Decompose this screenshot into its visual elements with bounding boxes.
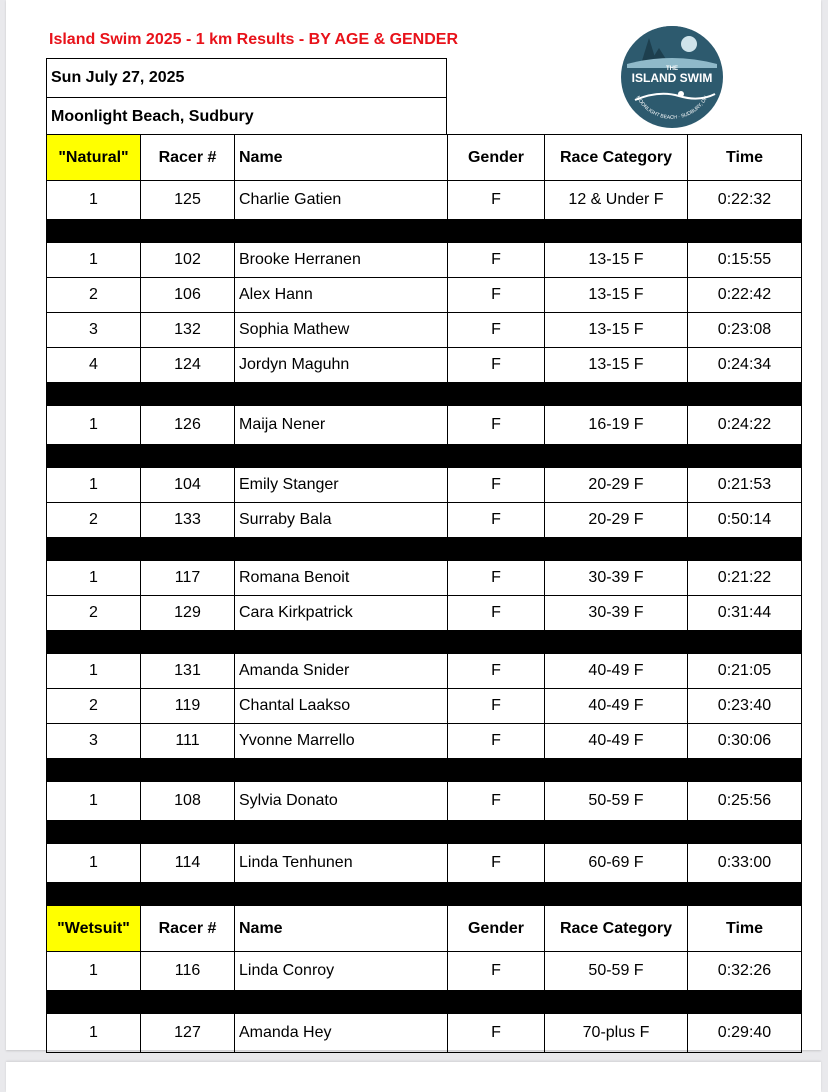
group-separator — [47, 220, 802, 243]
cell-racer: 111 — [141, 724, 235, 759]
cell-racer: 129 — [141, 596, 235, 631]
cell-place: 2 — [47, 278, 141, 313]
cell-racer: 102 — [141, 243, 235, 278]
cell-category: 13-15 F — [545, 278, 688, 313]
cell-time: 0:31:44 — [688, 596, 802, 631]
cell-time: 0:50:14 — [688, 503, 802, 538]
cell-place: 1 — [47, 1014, 141, 1053]
cell-name: Emily Stanger — [235, 468, 448, 503]
cell-time: 0:23:08 — [688, 313, 802, 348]
cell-time: 0:32:26 — [688, 952, 802, 991]
cell-place: 2 — [47, 596, 141, 631]
moon-icon — [681, 36, 697, 52]
page-title: Island Swim 2025 - 1 km Results - BY AGE & GENDER — [49, 31, 459, 48]
cell-name: Amanda Snider — [235, 654, 448, 689]
section-header-row — [47, 135, 802, 181]
cell-racer: 108 — [141, 782, 235, 821]
header-racer: Racer # — [141, 135, 235, 181]
cell-name: Linda Conroy — [235, 952, 448, 991]
cell-time: 0:25:56 — [688, 782, 802, 821]
cell-time: 0:23:40 — [688, 689, 802, 724]
logo-text-the: THE — [666, 66, 678, 72]
header-category: Race Category — [545, 906, 688, 952]
cell-name: Linda Tenhunen — [235, 844, 448, 883]
table-row — [47, 313, 802, 348]
cell-racer: 133 — [141, 503, 235, 538]
cell-name: Alex Hann — [235, 278, 448, 313]
cell-place: 1 — [47, 468, 141, 503]
group-separator — [47, 759, 802, 782]
table-row — [47, 468, 802, 503]
cell-time: 0:30:06 — [688, 724, 802, 759]
cell-gender: F — [448, 278, 545, 313]
section-label: "Natural" — [47, 135, 141, 181]
table-row — [47, 278, 802, 313]
cell-gender: F — [448, 406, 545, 445]
table-row — [47, 689, 802, 724]
cell-time: 0:22:42 — [688, 278, 802, 313]
cell-place: 1 — [47, 844, 141, 883]
cell-category: 12 & Under F — [545, 181, 688, 220]
cell-gender: F — [448, 952, 545, 991]
cell-time: 0:33:00 — [688, 844, 802, 883]
table-row — [47, 654, 802, 689]
cell-time: 0:21:22 — [688, 561, 802, 596]
section-label: "Wetsuit" — [47, 906, 141, 952]
cell-name: Chantal Laakso — [235, 689, 448, 724]
header-name: Name — [235, 906, 448, 952]
table-row — [47, 561, 802, 596]
cell-gender: F — [448, 561, 545, 596]
cell-time: 0:24:22 — [688, 406, 802, 445]
results-table — [46, 134, 802, 1053]
table-row — [47, 503, 802, 538]
table-row — [47, 952, 802, 991]
header-gender: Gender — [448, 906, 545, 952]
table-row — [47, 243, 802, 278]
cell-category: 20-29 F — [545, 468, 688, 503]
cell-category: 40-49 F — [545, 689, 688, 724]
event-date: Sun July 27, 2025 — [51, 69, 185, 86]
island-swim-logo — [619, 24, 725, 130]
cell-time: 0:15:55 — [688, 243, 802, 278]
cell-gender: F — [448, 468, 545, 503]
cell-racer: 116 — [141, 952, 235, 991]
cell-racer: 106 — [141, 278, 235, 313]
event-info-box — [46, 58, 447, 134]
cell-name: Brooke Herranen — [235, 243, 448, 278]
cell-name: Jordyn Maguhn — [235, 348, 448, 383]
cell-racer: 127 — [141, 1014, 235, 1053]
cell-name: Surraby Bala — [235, 503, 448, 538]
cell-category: 20-29 F — [545, 503, 688, 538]
cell-time: 0:24:34 — [688, 348, 802, 383]
cell-racer: 104 — [141, 468, 235, 503]
section-separator — [47, 883, 802, 906]
cell-category: 40-49 F — [545, 724, 688, 759]
cell-gender: F — [448, 503, 545, 538]
header-time: Time — [688, 906, 802, 952]
table-row — [47, 724, 802, 759]
section-header-row — [47, 906, 802, 952]
cell-category: 13-15 F — [545, 243, 688, 278]
cell-name: Yvonne Marrello — [235, 724, 448, 759]
cell-category: 60-69 F — [545, 844, 688, 883]
cell-category: 50-59 F — [545, 782, 688, 821]
group-separator — [47, 631, 802, 654]
cell-gender: F — [448, 654, 545, 689]
cell-category: 30-39 F — [545, 561, 688, 596]
group-separator — [47, 991, 802, 1014]
header-gender: Gender — [448, 135, 545, 181]
cell-gender: F — [448, 782, 545, 821]
event-location: Moonlight Beach, Sudbury — [47, 97, 446, 135]
cell-racer: 117 — [141, 561, 235, 596]
cell-place: 4 — [47, 348, 141, 383]
cell-racer: 124 — [141, 348, 235, 383]
group-separator — [47, 538, 802, 561]
cell-place: 3 — [47, 313, 141, 348]
logo-text-name: ISLAND SWIM — [631, 71, 713, 85]
cell-place: 2 — [47, 503, 141, 538]
cell-racer: 132 — [141, 313, 235, 348]
cell-category: 30-39 F — [545, 596, 688, 631]
cell-category: 50-59 F — [545, 952, 688, 991]
table-row — [47, 844, 802, 883]
header-time: Time — [688, 135, 802, 181]
cell-category: 13-15 F — [545, 348, 688, 383]
cell-place: 1 — [47, 654, 141, 689]
cell-name: Maija Nener — [235, 406, 448, 445]
cell-category: 13-15 F — [545, 313, 688, 348]
cell-gender: F — [448, 724, 545, 759]
cell-place: 3 — [47, 724, 141, 759]
header-name: Name — [235, 135, 448, 181]
table-row — [47, 406, 802, 445]
cell-name: Cara Kirkpatrick — [235, 596, 448, 631]
table-row — [47, 596, 802, 631]
results-page — [6, 0, 821, 1050]
cell-place: 1 — [47, 782, 141, 821]
cell-gender: F — [448, 596, 545, 631]
cell-time: 0:22:32 — [688, 181, 802, 220]
table-row — [47, 782, 802, 821]
cell-place: 1 — [47, 243, 141, 278]
cell-name: Charlie Gatien — [235, 181, 448, 220]
cell-racer: 131 — [141, 654, 235, 689]
cell-gender: F — [448, 243, 545, 278]
table-row — [47, 181, 802, 220]
group-separator — [47, 383, 802, 406]
cell-racer: 125 — [141, 181, 235, 220]
cell-name: Sophia Mathew — [235, 313, 448, 348]
table-row — [47, 1014, 802, 1053]
cell-time: 0:21:05 — [688, 654, 802, 689]
cell-place: 1 — [47, 181, 141, 220]
cell-name: Sylvia Donato — [235, 782, 448, 821]
cell-category: 40-49 F — [545, 654, 688, 689]
cell-racer: 126 — [141, 406, 235, 445]
logo-arc-text: MOONLIGHT BEACH · SUDBURY, ON — [634, 94, 710, 121]
cell-gender: F — [448, 181, 545, 220]
group-separator — [47, 821, 802, 844]
cell-time: 0:21:53 — [688, 468, 802, 503]
cell-gender: F — [448, 1014, 545, 1053]
cell-gender: F — [448, 313, 545, 348]
cell-name: Romana Benoit — [235, 561, 448, 596]
group-separator — [47, 445, 802, 468]
cell-racer: 114 — [141, 844, 235, 883]
cell-place: 2 — [47, 689, 141, 724]
cell-gender: F — [448, 689, 545, 724]
cell-time: 0:29:40 — [688, 1014, 802, 1053]
header-category: Race Category — [545, 135, 688, 181]
cell-racer: 119 — [141, 689, 235, 724]
cell-gender: F — [448, 348, 545, 383]
cell-category: 70-plus F — [545, 1014, 688, 1053]
next-page-edge — [6, 1062, 821, 1092]
cell-gender: F — [448, 844, 545, 883]
table-row — [47, 348, 802, 383]
header-racer: Racer # — [141, 906, 235, 952]
cell-place: 1 — [47, 952, 141, 991]
cell-place: 1 — [47, 406, 141, 445]
cell-place: 1 — [47, 561, 141, 596]
cell-name: Amanda Hey — [235, 1014, 448, 1053]
cell-category: 16-19 F — [545, 406, 688, 445]
